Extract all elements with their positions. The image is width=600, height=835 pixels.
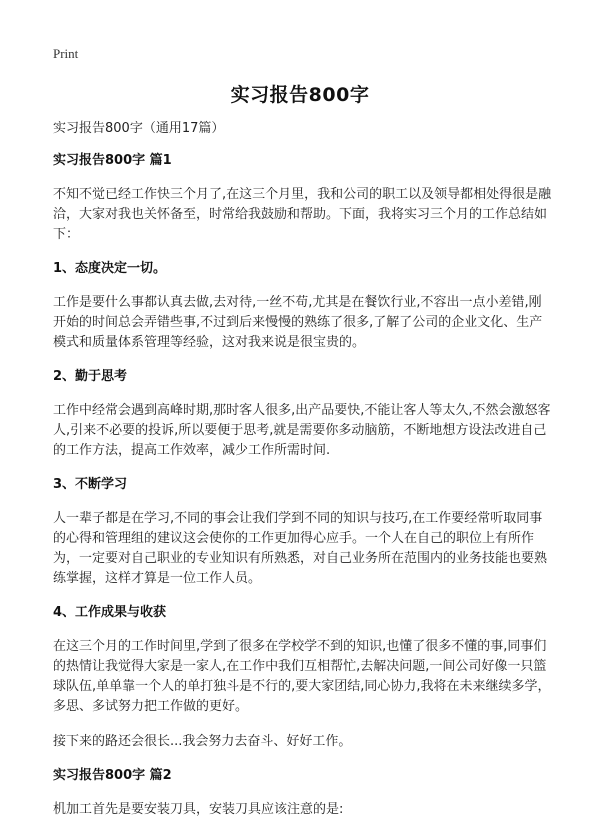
section-heading-results: 4、工作成果与收获: [53, 605, 167, 620]
section-heading-attitude: 1、态度决定一切。: [53, 261, 167, 276]
section-heading-thinking: 2、勤于思考: [53, 369, 128, 384]
section-heading-learning: 3、不断学习: [53, 477, 128, 492]
article-subtitle: 实习报告800字（通用17篇）: [53, 121, 225, 136]
paragraph-results: 在这三个月的工作时间里,学到了很多在学校学不到的知识,也懂了很多不懂的事,同事们的热情让我觉得大家是一家人,在工作中我们互相帮忙,去解决问题,一间公司好像一只篮球队伍,单单靠一个人的单打独斗是不行的,要大家团结,同心协力,我将在未来继续多学，多思、多试努力把工作做的更好。: [53, 639, 551, 714]
paragraph-intro: 不知不觉已经工作快三个月了,在这三个月里，我和公司的职工以及领导都相处得很是融洽，大家对我也关怀备至，时常给我鼓励和帮助。下面，我将实习三个月的工作总结如下：: [53, 187, 552, 242]
section-heading-report-2: 实习报告800字 篇2: [53, 768, 172, 783]
paragraph-attitude: 工作是要什么事都认真去做,去对待,一丝不苟,尤其是在餐饮行业,不容出一点小差错,刚开始的时间总会弄错些事,不过到后来慢慢的熟练了很多,了解了公司的企业文化、生产模式和质量体系管理等经验，这对我来说是很宝贵的。: [53, 295, 543, 350]
paragraph-machining: 机加工首先是要安装刀具，安装刀具应该注意的是:: [53, 802, 344, 817]
print-link[interactable]: Print: [53, 46, 79, 61]
article-body: [53, 120, 553, 835]
paragraph-outlook: 接下来的路还会很长...我会努力去奋斗、好好工作。: [53, 734, 352, 749]
section-heading-report-1: 实习报告800字 篇1: [53, 153, 172, 168]
paragraph-thinking: 工作中经常会遇到高峰时期,那时客人很多,出产品要快,不能让客人等太久,不然会激怒客人,引来不必要的投诉,所以要便于思考,就是需要你多动脑筋，不断地想方设法改进自己的工作方法，提高工作效率，减少工作所需时间.: [53, 403, 551, 458]
page-title: 实习报告800字: [230, 84, 370, 106]
paragraph-learning: 人一辈子都是在学习,不同的事会让我们学到不同的知识与技巧,在工作要经常听取同事的心得和管理组的建议这会使你的工作更加得心应手。一个人在自己的职位上有所作为，一定要对自己职业的专业知识有所熟悉，对自己业务所在范围内的业务技能也要熟练掌握，这样才算是一位工作人员。: [53, 511, 548, 586]
